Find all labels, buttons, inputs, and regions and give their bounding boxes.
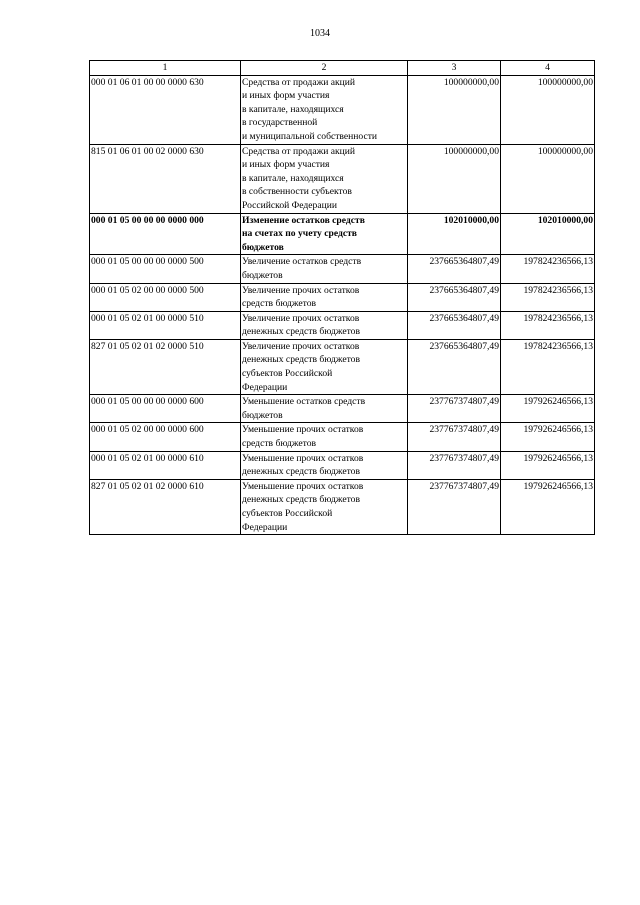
source-description (241, 255, 408, 283)
source-description (241, 423, 408, 451)
description-line: Уменьшение прочих остатков (242, 452, 364, 464)
table-row (90, 255, 595, 283)
description-line: Средства от продажи акций (242, 145, 356, 157)
amount-column-4: 100000000,00 (501, 144, 595, 213)
budget-code: 000 01 05 00 00 00 0000 600 (90, 395, 241, 423)
description-line: Уменьшение прочих остатков (242, 480, 364, 492)
table-row (90, 339, 595, 394)
description-line: в государственной (242, 117, 318, 129)
budget-code: 000 01 06 01 00 00 0000 630 (90, 75, 241, 144)
description-line: средств бюджетов (242, 298, 317, 310)
description-line: денежных средств бюджетов (242, 466, 360, 478)
source-description (241, 479, 408, 534)
amount-column-3: 237665364807,49 (408, 255, 501, 283)
amount-column-3: 237767374807,49 (408, 479, 501, 534)
amount-column-3: 237767374807,49 (408, 395, 501, 423)
budget-code: 000 01 05 00 00 00 0000 500 (90, 255, 241, 283)
amount-column-3: 100000000,00 (408, 144, 501, 213)
description-line: Российской Федерации (242, 199, 337, 211)
budget-code: 000 01 05 02 00 00 0000 600 (90, 423, 241, 451)
table-row (90, 213, 595, 255)
table-row (90, 311, 595, 339)
description-line: бюджетов (242, 409, 283, 421)
budget-code: 000 01 05 02 01 00 0000 610 (90, 451, 241, 479)
description-line: субъектов Российской (242, 368, 333, 380)
description-line: бюджетов (242, 241, 284, 253)
amount-column-4: 197926246566,13 (501, 423, 595, 451)
table-row (90, 395, 595, 423)
table-row (90, 283, 595, 311)
source-description (241, 339, 408, 394)
budget-code: 827 01 05 02 01 02 0000 610 (90, 479, 241, 534)
source-description (241, 311, 408, 339)
amount-column-4: 197824236566,13 (501, 255, 595, 283)
description-line: Федерации (242, 381, 288, 393)
description-line: денежных средств бюджетов (242, 494, 360, 506)
description-line: Увеличение прочих остатков (242, 340, 360, 352)
amount-column-3: 100000000,00 (408, 75, 501, 144)
column-header-2: 2 (241, 61, 408, 76)
description-line: Увеличение прочих остатков (242, 312, 360, 324)
budget-sources-table (89, 60, 595, 535)
amount-column-3: 237665364807,49 (408, 283, 501, 311)
description-line: в капитале, находящихся (242, 172, 344, 184)
amount-column-4: 197824236566,13 (501, 339, 595, 394)
description-line: Средства от продажи акций (242, 76, 356, 88)
budget-code: 000 01 05 02 00 00 0000 500 (90, 283, 241, 311)
source-description (241, 395, 408, 423)
table-row (90, 144, 595, 213)
amount-column-4: 197824236566,13 (501, 311, 595, 339)
description-line: и муниципальной собственности (242, 130, 378, 142)
description-line: Федерации (242, 521, 288, 533)
description-line: и иных форм участия (242, 159, 330, 171)
source-description (241, 213, 408, 255)
description-line: средств бюджетов (242, 438, 317, 450)
amount-column-3: 237665364807,49 (408, 339, 501, 394)
budget-code: 815 01 06 01 00 02 0000 630 (90, 144, 241, 213)
column-header-1: 1 (90, 61, 241, 76)
page-number: 1034 (310, 28, 330, 39)
amount-column-4: 102010000,00 (501, 213, 595, 255)
amount-column-3: 237767374807,49 (408, 423, 501, 451)
amount-column-3: 237767374807,49 (408, 451, 501, 479)
description-line: Уменьшение прочих остатков (242, 424, 364, 436)
description-line: Увеличение прочих остатков (242, 284, 360, 296)
column-header-3: 3 (408, 61, 501, 76)
amount-column-3: 237665364807,49 (408, 311, 501, 339)
budget-code: 000 01 05 02 01 00 0000 510 (90, 311, 241, 339)
table-row (90, 423, 595, 451)
source-description (241, 75, 408, 144)
description-line: денежных средств бюджетов (242, 326, 360, 338)
description-line: Изменение остатков средств (242, 214, 365, 226)
table-row (90, 451, 595, 479)
amount-column-4: 197926246566,13 (501, 451, 595, 479)
description-line: денежных средств бюджетов (242, 354, 360, 366)
description-line: в капитале, находящихся (242, 103, 344, 115)
budget-code: 827 01 05 02 01 02 0000 510 (90, 339, 241, 394)
amount-column-4: 197824236566,13 (501, 283, 595, 311)
description-line: и иных форм участия (242, 90, 330, 102)
description-line: в собственности субъектов (242, 186, 352, 198)
column-header-4: 4 (501, 61, 595, 76)
budget-code: 000 01 05 00 00 00 0000 000 (90, 213, 241, 255)
source-description (241, 144, 408, 213)
amount-column-4: 197926246566,13 (501, 479, 595, 534)
table-body (90, 75, 595, 535)
table-header-row (90, 61, 595, 76)
source-description (241, 283, 408, 311)
description-line: Увеличение остатков средств (242, 256, 362, 268)
table-row (90, 479, 595, 534)
description-line: Уменьшение остатков средств (242, 396, 366, 408)
source-description (241, 451, 408, 479)
description-line: бюджетов (242, 269, 283, 281)
description-line: на счетах по учету средств (242, 228, 357, 240)
amount-column-4: 100000000,00 (501, 75, 595, 144)
description-line: субъектов Российской (242, 508, 333, 519)
amount-column-3: 102010000,00 (408, 213, 501, 255)
amount-column-4: 197926246566,13 (501, 395, 595, 423)
table-row (90, 75, 595, 144)
